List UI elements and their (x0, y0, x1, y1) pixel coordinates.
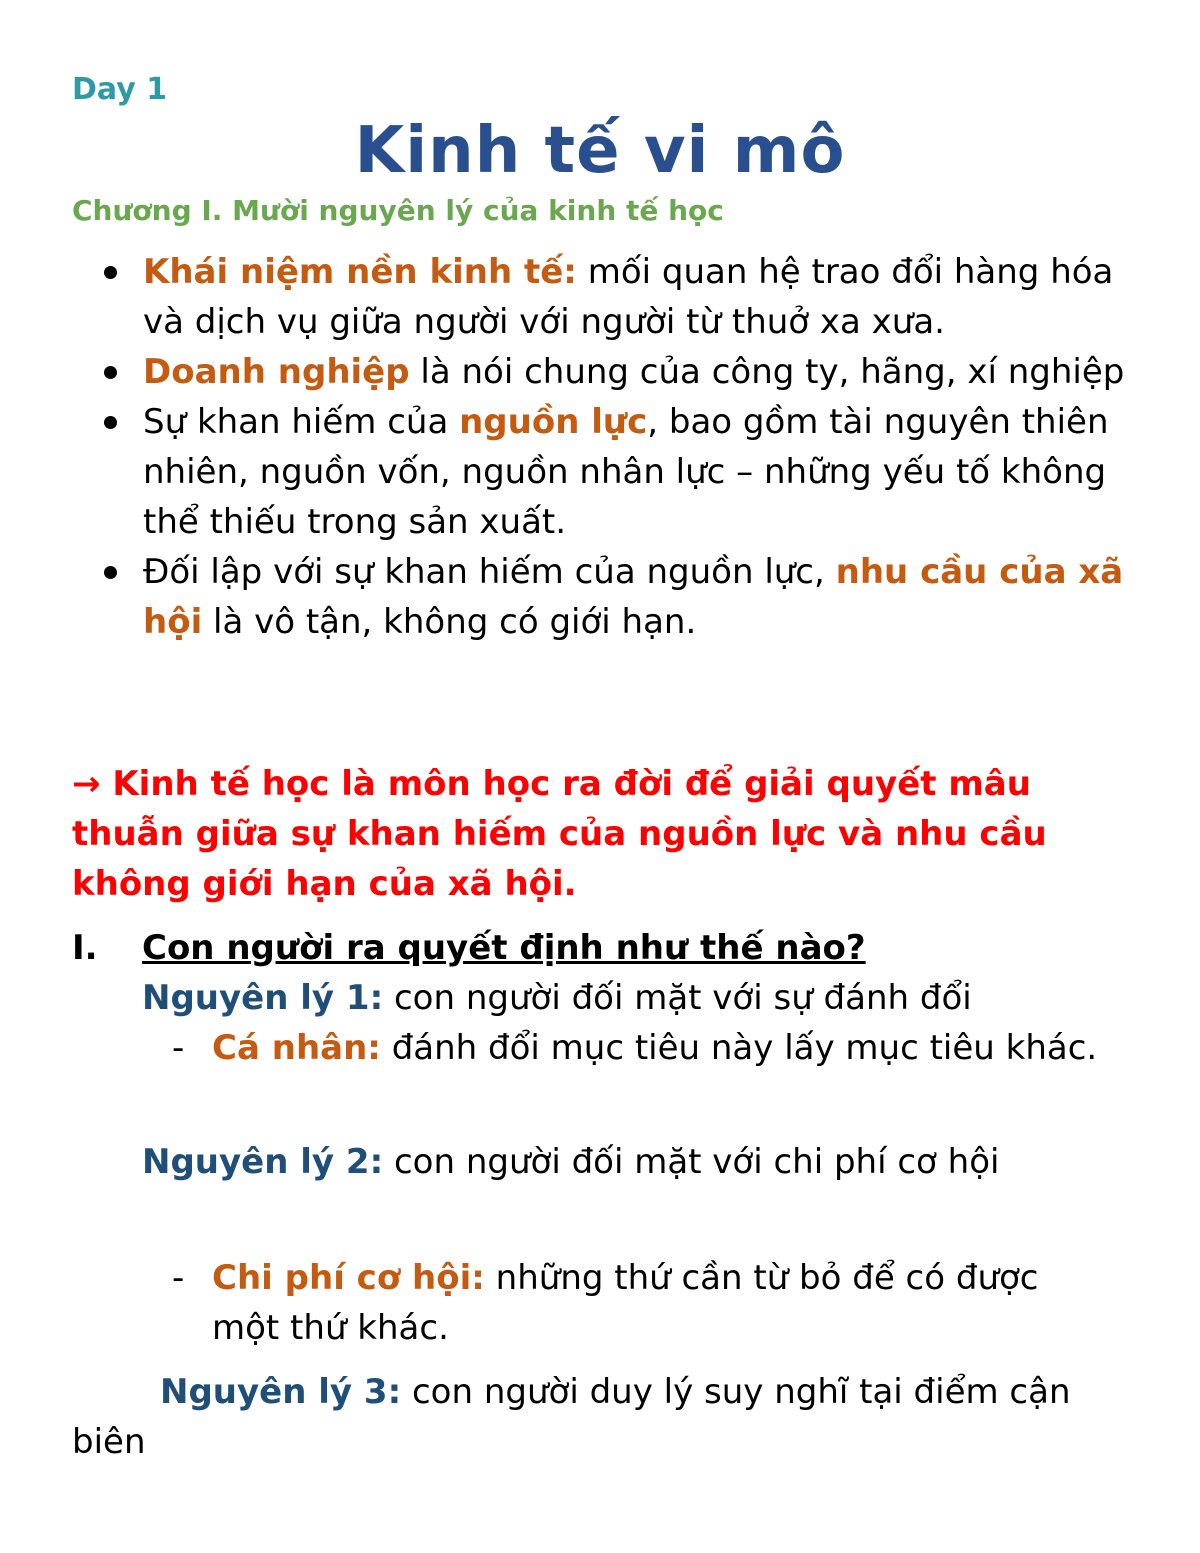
section-title: Con người ra quyết định như thế nào? (142, 928, 866, 968)
list-item (100, 247, 1140, 347)
dash-marker: - (172, 1258, 185, 1298)
term-highlight: Chi phí cơ hội: (212, 1258, 485, 1298)
bullet-dot-icon (104, 566, 117, 579)
day-label: Day 1 (72, 72, 168, 107)
principle-text: con người duy lý suy nghĩ tại điểm cận biên (72, 1372, 1071, 1462)
bullet-list (100, 247, 1140, 647)
term-highlight: Cá nhân: (212, 1028, 381, 1068)
definition-1 (172, 1023, 1132, 1073)
conclusion: → Kinh tế học là môn học ra đời để giải quyết mâu thuẫn giữa sự khan hiếm của nguồn lực và nhu cầu không giới hạn của xã hội. (72, 764, 1047, 904)
list-item (100, 397, 1140, 547)
item-text: , bao gồm tài nguyên thiên nhiên, nguồn vốn, nguồn nhân lực – những yếu tố không thể thiếu trong sản xuất. (143, 402, 1109, 542)
bullet-dot-icon (104, 366, 117, 379)
dash-marker: - (172, 1028, 185, 1068)
principle-label: Nguyên lý 2: (142, 1142, 384, 1182)
section-heading (72, 923, 1152, 973)
chapter-heading: Chương I. Mười nguyên lý của kinh tế học (72, 194, 724, 227)
list-item (100, 347, 1140, 397)
principle-3 (72, 1367, 1147, 1467)
principle-text: con người đối mặt với sự đánh đổi (383, 978, 972, 1018)
item-text: là vô tận, không có giới hạn. (202, 602, 697, 642)
term-highlight: Khái niệm nền kinh tế: (143, 252, 577, 292)
term-highlight: nguồn lực (459, 402, 648, 442)
page-title: Kinh tế vi mô (354, 114, 846, 188)
definition-text: những thứ cần từ bỏ để có được một thứ khác. (212, 1258, 1039, 1348)
bullet-dot-icon (104, 266, 117, 279)
item-prefix: Đối lập với sự khan hiếm của nguồn lực, (143, 552, 836, 592)
definition-text: đánh đổi mục tiêu này lấy mục tiêu khác. (380, 1028, 1098, 1068)
item-text: là nói chung của công ty, hãng, xí nghiệp (409, 352, 1125, 392)
principle-2 (72, 1137, 1072, 1187)
item-prefix: Sự khan hiếm của (143, 402, 460, 442)
item-text: mối quan hệ trao đổi hàng hóa và dịch vụ giữa người với người từ thuở xa xưa. (143, 252, 1114, 342)
list-item (100, 547, 1140, 647)
term-highlight: nhu cầu của xã hội (143, 552, 1124, 642)
principle-text: con người đối mặt với chi phí cơ hội (383, 1142, 1000, 1182)
bullet-dot-icon (104, 416, 117, 429)
principle-label: Nguyên lý 1: (142, 978, 384, 1018)
principle-1 (142, 973, 1142, 1023)
definition-2 (172, 1253, 1092, 1353)
principle-label: Nguyên lý 3: (160, 1372, 402, 1412)
term-highlight: Doanh nghiệp (143, 352, 410, 392)
section-number: I. (72, 928, 98, 968)
